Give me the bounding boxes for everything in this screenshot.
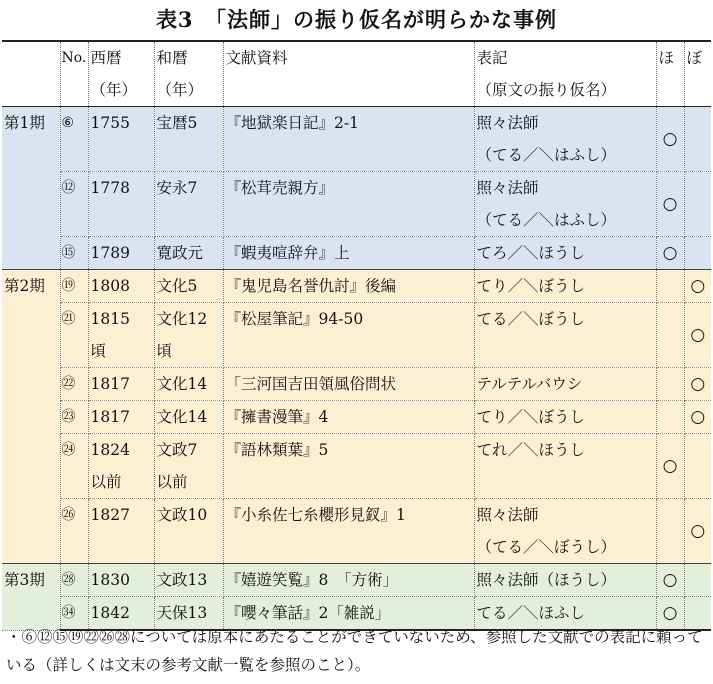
row-no: ㉔ xyxy=(60,434,88,499)
row-hyoki: 照々法師 （てる／＼はふし） xyxy=(474,107,656,172)
table-row xyxy=(2,499,711,564)
row-bo-mark xyxy=(684,172,711,237)
header-ho: ほ xyxy=(656,41,684,107)
row-ho-mark: ○ xyxy=(656,172,684,237)
row-wareki: 文化5 xyxy=(154,270,223,303)
row-wareki: 文政7 以前 xyxy=(154,434,223,499)
row-ho-mark: ○ xyxy=(656,237,684,270)
row-ho-mark: ○ xyxy=(656,597,684,631)
row-hyoki: てる／＼ほふし xyxy=(474,597,656,631)
row-wareki: 文政10 xyxy=(154,499,223,564)
row-ho-mark xyxy=(656,303,684,368)
row-source: 『嬉遊笑覧』8 「方術」 xyxy=(223,564,474,597)
header-bo: ぼ xyxy=(684,41,711,107)
row-wareki: 安永7 xyxy=(154,172,223,237)
row-seireki: 1817 xyxy=(88,401,154,434)
row-hyoki: 照々法師 （てる／＼はふし） xyxy=(474,172,656,237)
table-row xyxy=(2,564,711,597)
row-hyoki: てれ／＼ほうし xyxy=(474,434,656,499)
table-row xyxy=(2,270,711,303)
period-label: 第3期 xyxy=(2,564,60,631)
row-source: 『松屋筆記』94-50 xyxy=(223,303,474,368)
row-no: ㉖ xyxy=(60,499,88,564)
row-seireki: 1827 xyxy=(88,499,154,564)
row-source: 「三河国吉田領風俗問状 xyxy=(223,368,474,401)
row-seireki: 1842 xyxy=(88,597,154,631)
row-wareki: 文化14 xyxy=(154,401,223,434)
row-wareki: 文政13 xyxy=(154,564,223,597)
row-source: 『擁書漫筆』4 xyxy=(223,401,474,434)
row-bo-mark xyxy=(684,564,711,597)
header-source: 文献資料 xyxy=(223,41,474,107)
row-source: 『鬼児島名誉仇討』後編 xyxy=(223,270,474,303)
row-hyoki: てり／＼ぼうし xyxy=(474,401,656,434)
table-row xyxy=(2,401,711,434)
row-ho-mark: ○ xyxy=(656,107,684,172)
row-bo-mark: ○ xyxy=(684,499,711,564)
row-bo-mark: ○ xyxy=(684,270,711,303)
row-wareki: 寛政元 xyxy=(154,237,223,270)
furigana-table xyxy=(2,40,711,631)
row-bo-mark xyxy=(684,237,711,270)
row-source: 『蝦夷喧辞弁』上 xyxy=(223,237,474,270)
row-ho-mark xyxy=(656,270,684,303)
row-hyoki: テルテルバウシ xyxy=(474,368,656,401)
table-row xyxy=(2,107,711,172)
header-seireki: 西暦 （年） xyxy=(88,41,154,107)
row-wareki: 文化12 頃 xyxy=(154,303,223,368)
row-no: ㉓ xyxy=(60,401,88,434)
row-source: 『嚶々筆話』2「雑説」 xyxy=(223,597,474,631)
row-source: 『語林類葉』5 xyxy=(223,434,474,499)
row-bo-mark xyxy=(684,107,711,172)
row-ho-mark xyxy=(656,499,684,564)
row-bo-mark xyxy=(684,434,711,499)
row-seireki: 1755 xyxy=(88,107,154,172)
table-row xyxy=(2,237,711,270)
row-hyoki: てろ／＼ほうし xyxy=(474,237,656,270)
table-title: 表3 「法師」の振り仮名が明らかな事例 xyxy=(155,7,558,32)
header-wareki: 和暦 （年） xyxy=(154,41,223,107)
row-source: 『小糸佐七糸櫻形見釵』1 xyxy=(223,499,474,564)
row-seireki: 1830 xyxy=(88,564,154,597)
row-source: 『松茸売親方』 xyxy=(223,172,474,237)
period-label: 第2期 xyxy=(2,270,60,564)
table-row xyxy=(2,368,711,401)
row-no: ㉞ xyxy=(60,597,88,631)
row-wareki: 宝暦5 xyxy=(154,107,223,172)
row-ho-mark xyxy=(656,368,684,401)
row-no: ㉒ xyxy=(60,368,88,401)
row-seireki: 1817 xyxy=(88,368,154,401)
footnote: ・⑥⑫⑮⑲㉒㉖㉘については原本にあたることができていないため、参照した文献での表記に頼っている（詳しくは文末の参考文献一覧を参照のこと）。 xyxy=(6,628,703,674)
table-row xyxy=(2,434,711,499)
row-no: ⑥ xyxy=(60,107,88,172)
row-hyoki: 照々法師（ほうし） xyxy=(474,564,656,597)
row-seireki: 1808 xyxy=(88,270,154,303)
row-bo-mark: ○ xyxy=(684,303,711,368)
row-wareki: 天保13 xyxy=(154,597,223,631)
row-no: ㉘ xyxy=(60,564,88,597)
row-no: ⑲ xyxy=(60,270,88,303)
row-no: ㉑ xyxy=(60,303,88,368)
row-seireki: 1789 xyxy=(88,237,154,270)
row-hyoki: てる／＼ぼうし xyxy=(474,303,656,368)
row-no: ⑮ xyxy=(60,237,88,270)
table-row xyxy=(2,303,711,368)
row-ho-mark: ○ xyxy=(656,434,684,499)
row-hyoki: てり／＼ぼうし xyxy=(474,270,656,303)
row-seireki: 1778 xyxy=(88,172,154,237)
row-no: ⑫ xyxy=(60,172,88,237)
header-period xyxy=(2,41,60,107)
row-wareki: 文化14 xyxy=(154,368,223,401)
period-label: 第1期 xyxy=(2,107,60,270)
row-bo-mark: ○ xyxy=(684,401,711,434)
header-hyoki: 表記 （原文の振り仮名） xyxy=(474,41,656,107)
row-seireki: 1824 以前 xyxy=(88,434,154,499)
row-ho-mark: ○ xyxy=(656,564,684,597)
row-ho-mark xyxy=(656,401,684,434)
row-seireki: 1815 頃 xyxy=(88,303,154,368)
row-bo-mark: ○ xyxy=(684,368,711,401)
table-row xyxy=(2,172,711,237)
header-no: No. xyxy=(60,41,88,107)
header-row xyxy=(2,41,711,107)
row-source: 『地獄楽日記』2-1 xyxy=(223,107,474,172)
row-hyoki: 照々法師 （てる／＼ぼうし） xyxy=(474,499,656,564)
